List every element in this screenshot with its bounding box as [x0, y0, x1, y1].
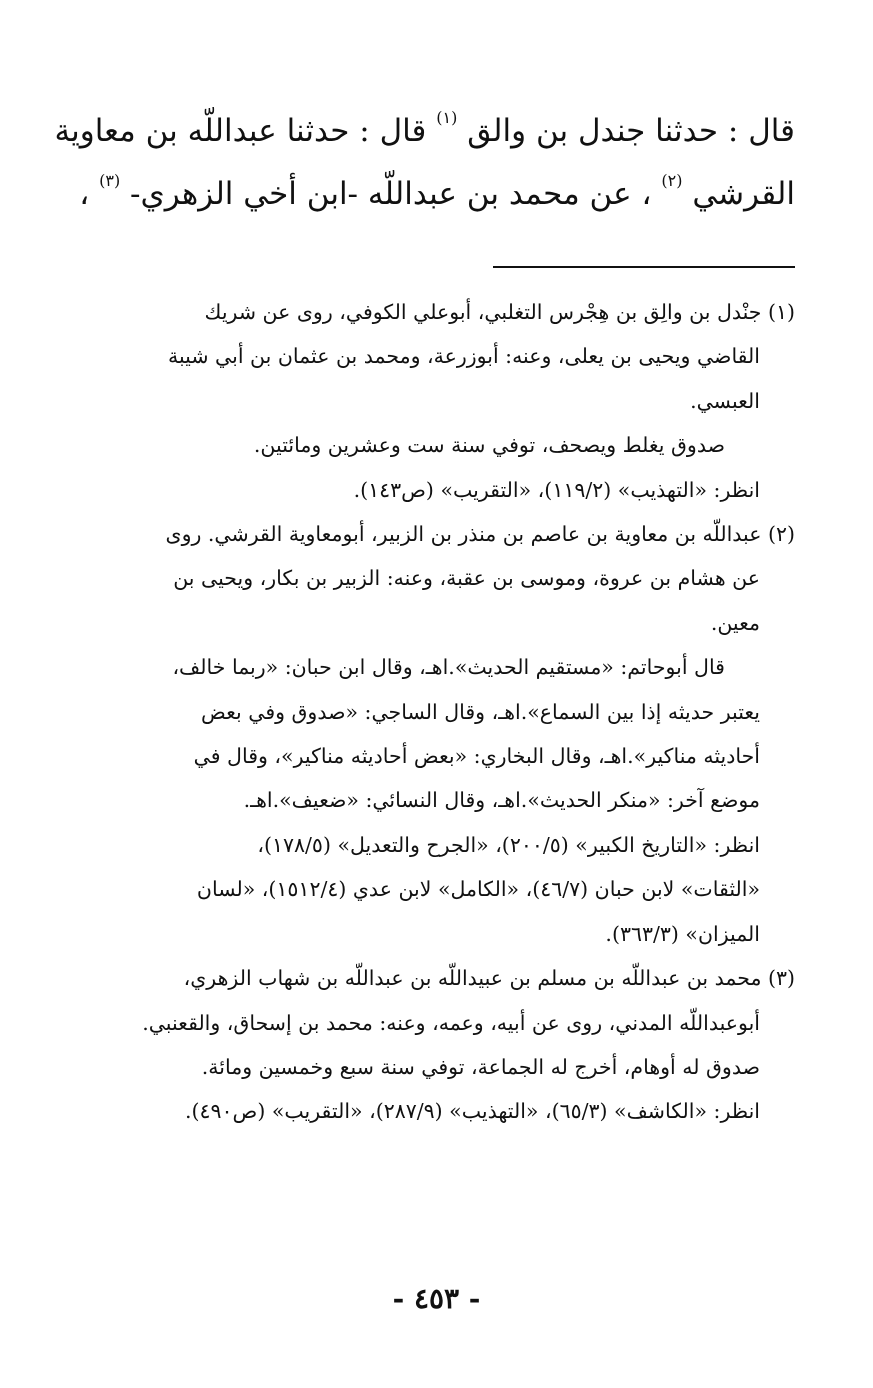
- footnote-2-line: يعتبر حديثه إذا بين السماع».اهـ، وقال الساجي: «صدوق وفي بعض: [201, 699, 760, 724]
- footnote-ref-2: (٢): [661, 171, 683, 190]
- footnote-2-line: الميزان» (٣٦٣/٣).: [605, 921, 760, 946]
- footnote-2-line: «الثقات» لابن حبان (٤٦/٧)، «الكامل» لابن عدي (١٥١٢/٤)، «لسان: [196, 877, 760, 902]
- footnote-2-line: قال أبوحاتم: «مستقيم الحديث».اهـ، وقال ابن حبان: «ربما خالف،: [172, 655, 725, 680]
- book-page: [54, 0, 795, 1388]
- footnote-2-line: عن هشام بن عروة، وموسى بن عقبة، وعنه: الزبير بن بكار، ويحيى بن: [173, 566, 760, 591]
- footnote-2-line: أحاديثه مناكير».اهـ، وقال البخاري: «بعض أحاديثه مناكير»، وقال في: [193, 744, 760, 769]
- footnote-2-line: انظر: «التاريخ الكبير» (٢٠٠/٥)، «الجرح والتعديل» (١٧٨/٥)،: [257, 832, 760, 857]
- page-number: - ٤٥٣ -: [392, 1282, 481, 1315]
- footnote-separator: [493, 266, 795, 268]
- main-line-2-mid: ، عن محمد بن عبداللّه -ابن أخي الزهري-: [130, 176, 652, 212]
- footnote-3-line: أبوعبداللّه المدني، روى عن أبيه، وعمه، وعنه: محمد بن إسحاق، والقعنبي.: [142, 1010, 760, 1035]
- footnote-3-line: صدوق له أوهام، أخرج له الجماعة، توفي سنة سبع وخمسين ومائة.: [201, 1054, 760, 1079]
- footnote-1-line: (١) جنْدل بن والِق بن هِجْرس التغلبي، أبوعلي الكوفي، روى عن شريك: [204, 300, 795, 324]
- footnote-1-line: القاضي ويحيى بن يعلى، وعنه: أبوزرعة، ومحمد بن عثمان بن أبي شيبة: [167, 344, 760, 369]
- footnote-ref-3: (٣): [99, 171, 121, 190]
- main-line-2-text: القرشي: [692, 176, 795, 212]
- main-line-1-text: قال : حدثنا جندل بن والق: [467, 113, 795, 149]
- main-line-2-end: ،: [79, 176, 90, 212]
- main-text: [54, 100, 795, 226]
- footnote-2-line: (٢) عبداللّه بن معاوية بن عاصم بن منذر بن الزبير، أبومعاوية القرشي. روى: [165, 522, 795, 547]
- footnote-1-line: العبسي.: [690, 388, 760, 413]
- footnotes: [78, 290, 795, 1134]
- footnote-2-line: موضع آخر: «منكر الحديث».اهـ، وقال النسائي: «ضعيف».اهـ.: [243, 788, 760, 813]
- footnote-3-line: انظر: «الكاشف» (٦٥/٣)، «التهذيب» (٢٨٧/٩)، «التقريب» (ص٤٩٠).: [184, 1099, 760, 1124]
- footnote-3-line: (٣) محمد بن عبداللّه بن مسلم بن عبيداللّه بن عبداللّه بن شهاب الزهري،: [183, 966, 795, 991]
- footnote-1-line: صدوق يغلط ويصحف، توفي سنة ست وعشرين ومائتين.: [253, 433, 725, 458]
- footnote-ref-1: (١): [436, 108, 458, 127]
- main-line-1: [54, 100, 795, 163]
- footnote-1-line: انظر: «التهذيب» (١١٩/٢)، «التقريب» (ص١٤٣).: [353, 477, 760, 502]
- main-line-1-rest: قال : حدثنا عبداللّه بن معاوية: [54, 113, 427, 149]
- footnote-2-line: معين.: [710, 610, 760, 635]
- main-line-2: [78, 163, 795, 226]
